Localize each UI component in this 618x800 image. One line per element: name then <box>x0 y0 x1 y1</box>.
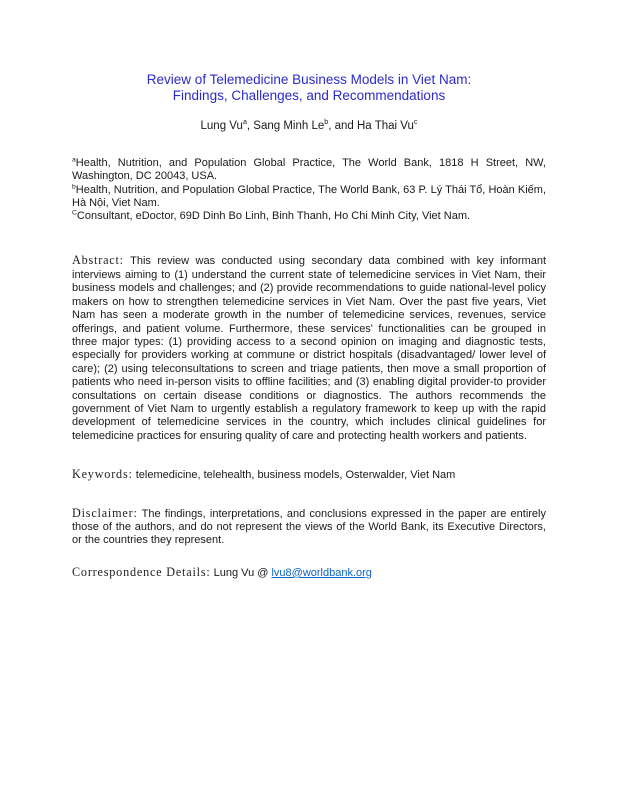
disclaimer-section <box>72 507 546 548</box>
page-content <box>72 0 546 580</box>
affiliation-b-text: Health, Nutrition, and Population Global Practice, The World Bank, 63 P. Lý Thái Tổ, Hoàn Kiếm, Hà Nội, Viet Nam. <box>72 183 546 209</box>
author-line <box>72 120 546 133</box>
affiliations-block <box>72 157 546 223</box>
paper-title-line1: Review of Telemedicine Business Models in Viet Nam: <box>146 72 472 87</box>
affiliation-a <box>72 157 546 184</box>
keywords-section <box>72 468 546 482</box>
author-2: , Sang Minh Le <box>246 120 325 132</box>
affiliation-c-text: Consultant, eDoctor, 69D Dinh Bo Linh, Binh Thanh, Ho Chi Minh City, Viet Nam. <box>76 210 471 223</box>
affiliation-a-mark: a <box>72 156 76 164</box>
abstract-section <box>72 254 546 443</box>
disclaimer-label: Disclaimer: <box>72 505 138 520</box>
affiliation-c <box>72 210 546 223</box>
affiliation-b <box>72 184 546 211</box>
paper-title <box>72 72 546 104</box>
disclaimer-text: The findings, interpretations, and conclusions expressed in the paper are entirely those of the authors, and do not represent the views of the World Bank, its Executive Directors, or the countries they represent. <box>72 507 546 547</box>
keywords-label: Keywords: <box>72 467 133 482</box>
correspondence-text: Lung Vu @ <box>213 566 272 579</box>
abstract-label: Abstract: <box>72 253 124 268</box>
keywords-text: telemedicine, telehealth, business models, Osterwalder, Viet Nam <box>135 469 456 482</box>
author-1: Lung Vu <box>200 120 243 132</box>
author-3: , and Ha Thai Vu <box>328 120 414 132</box>
paper-title-line2: Findings, Challenges, and Recommendations <box>172 88 446 103</box>
correspondence-section <box>72 566 546 580</box>
affiliation-a-text: Health, Nutrition, and Population Global Practice, The World Bank, 1818 H Street, NW, Washington, DC 20043, USA. <box>72 157 546 183</box>
author-1-affiliation-mark: a <box>242 118 247 127</box>
author-3-affiliation-mark: c <box>413 118 418 127</box>
affiliation-c-mark: C <box>72 209 77 217</box>
abstract-text: This review was conducted using secondary data combined with key informant interviews aiming to (1) understand the current state of telemedicine services in Viet Nam, their business models and challenges; and (2) provide recommendations to guide national-level policy makers on how to strengthen telemedicine services in Viet Nam. Over the past five years, Viet Nam has seen a moderate growth in the number of telemedicine services, revenues, service offerings, and patient volume. Furthermore, these services' functionalities can be grouped in three major types: (1) providing access to a second opinion on imaging and diagnostic tests, especially for providers working at commune or district hospitals (disadvantaged/ lower level of care); (2) using teleconsultations to screen and triage patients, then move a small proportion of patients who need in-person visits to offline facilities; and (3) enabling digital provider-to provider consultations on certain disease conditions or diagnostics. The authors recommends the government of Viet Nam to urgently establish a regulatory framework to keep up with the rapid development of telemedicine services in the country, which includes clinical guidelines for telemedicine practices for ensuring quality of care and protecting health workers and patients. <box>72 255 546 442</box>
author-2-affiliation-mark: b <box>324 118 329 127</box>
affiliation-b-mark: b <box>72 182 76 190</box>
correspondence-label: Correspondence Details: <box>72 564 211 579</box>
email-link[interactable]: lvu8@worldbank.org <box>271 566 372 579</box>
